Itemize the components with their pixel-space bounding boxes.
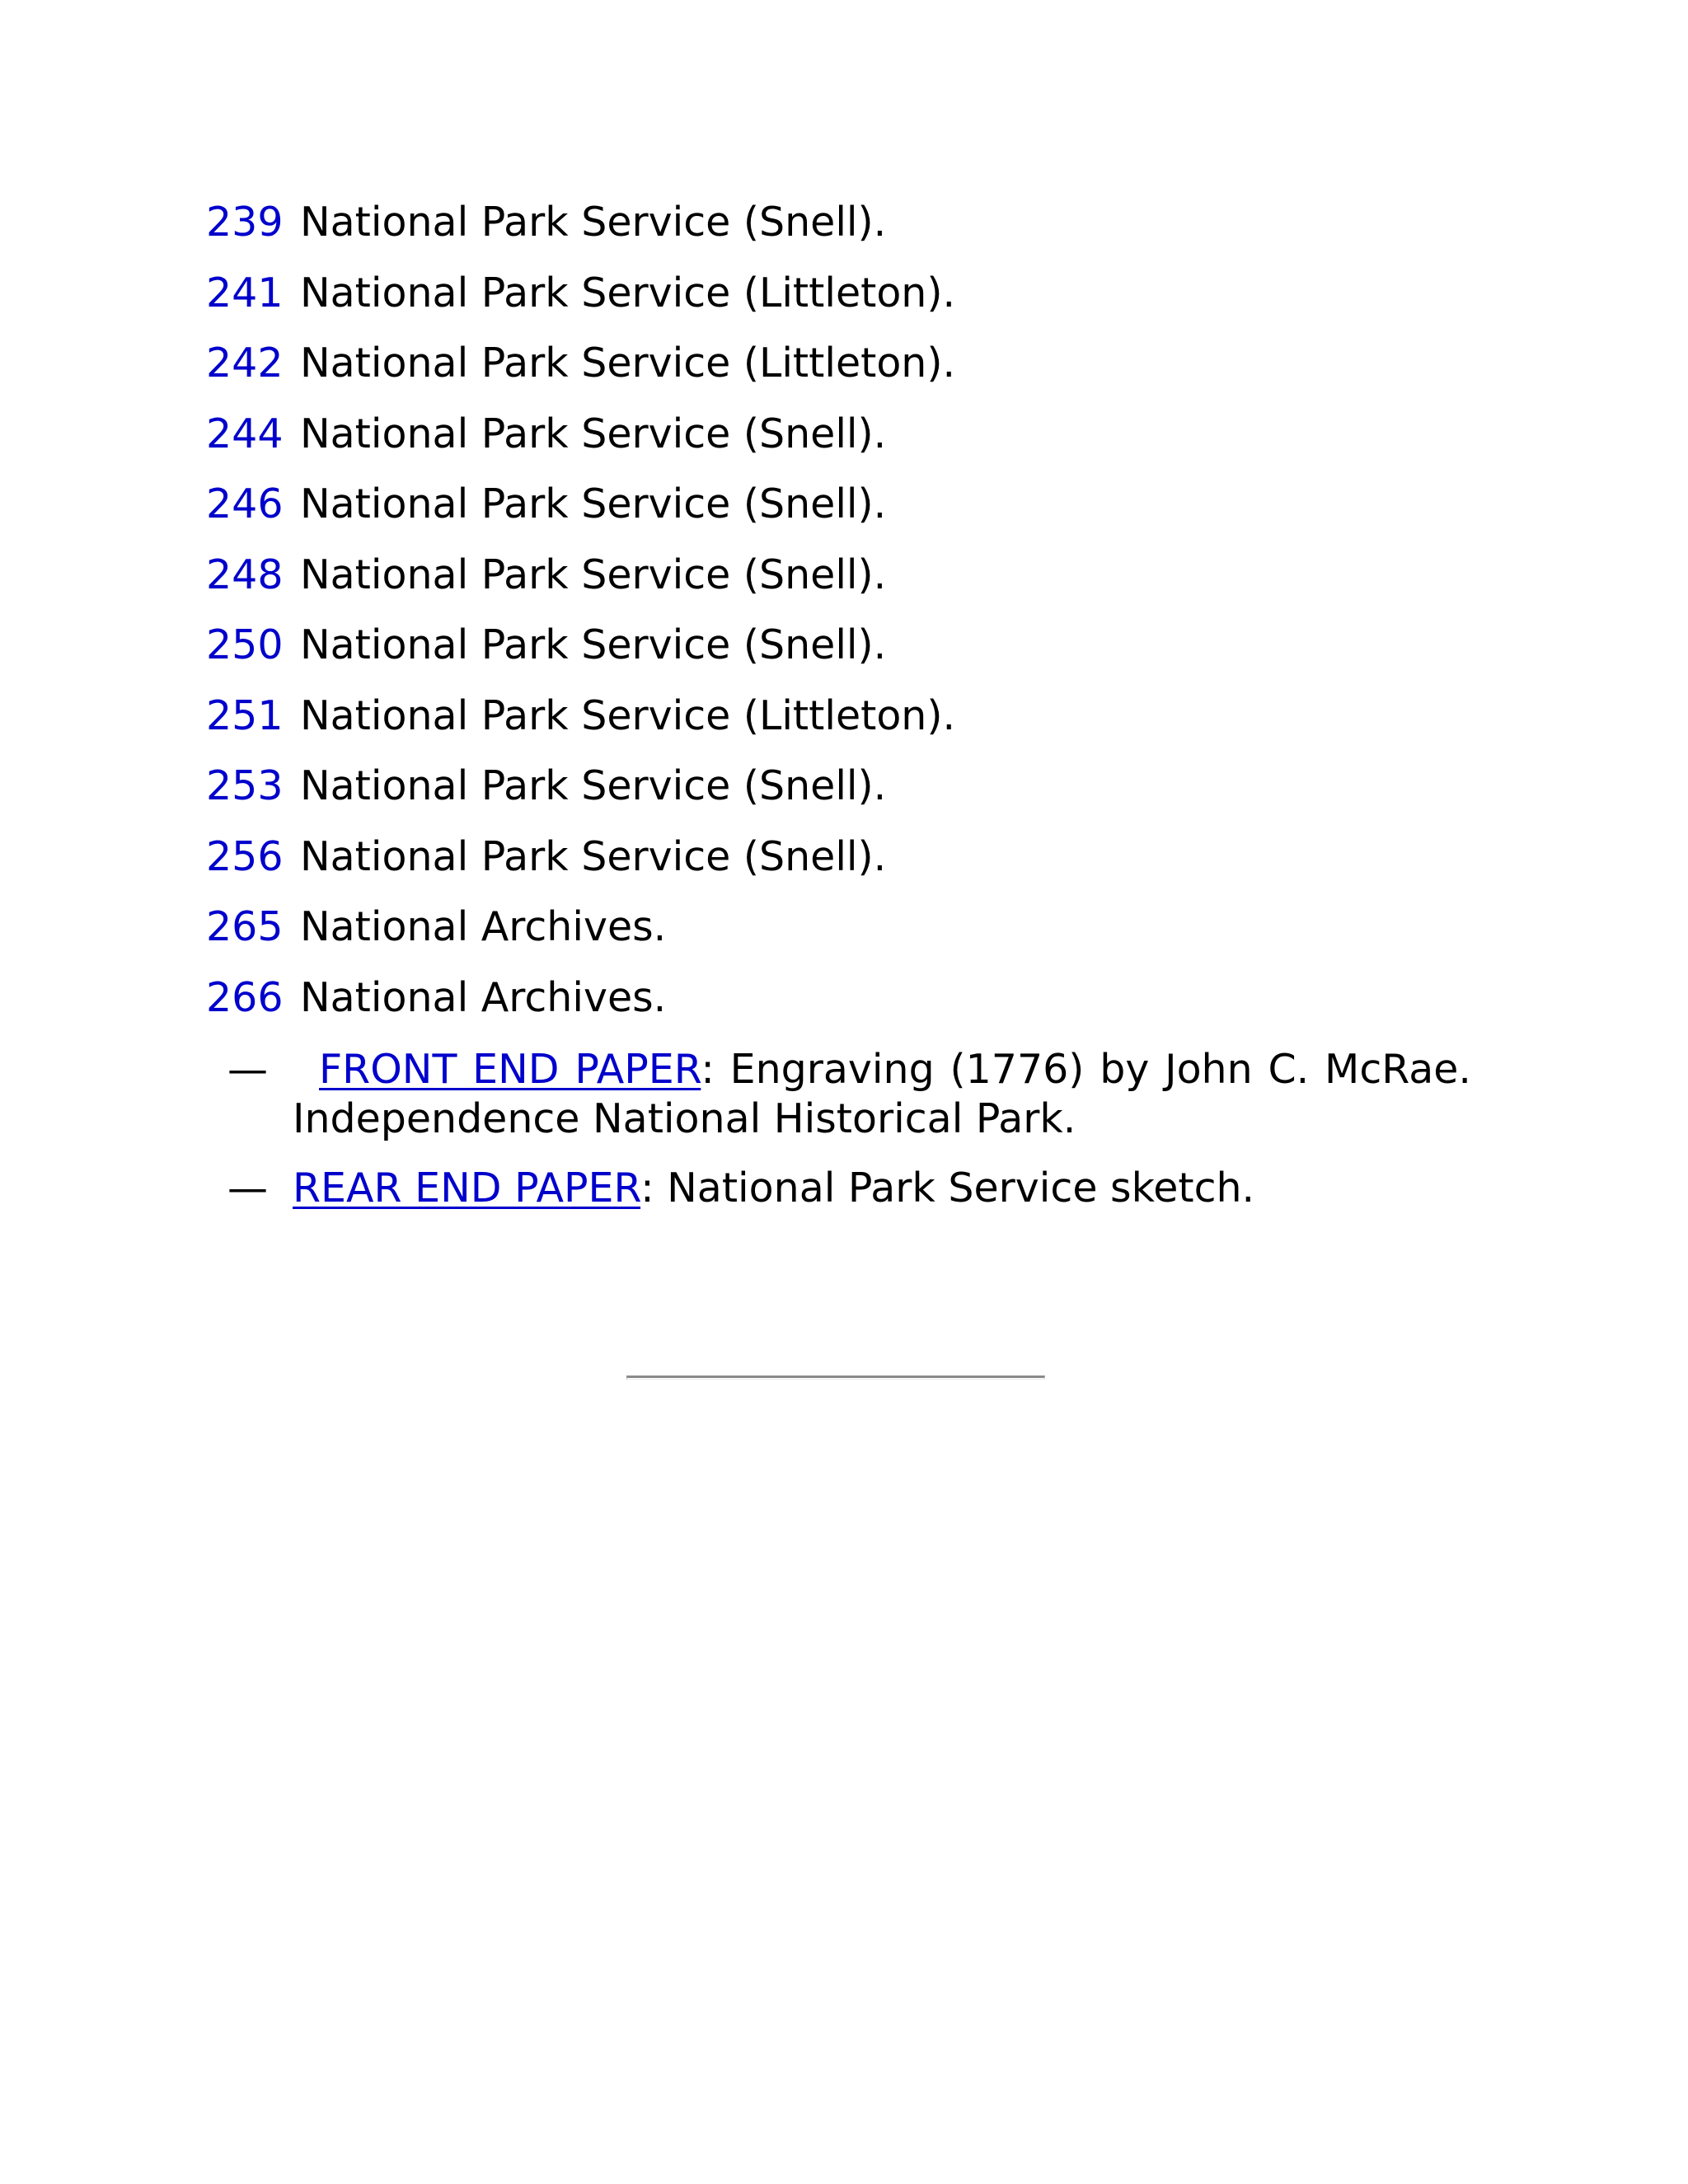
credit-text: National Park Service (Snell).: [300, 762, 887, 809]
credit-row: [206, 410, 1475, 480]
credit-row: [206, 902, 1475, 973]
credit-row: [206, 198, 1475, 269]
front-end-paper-link[interactable]: FRONT END PAPER: [319, 1046, 701, 1093]
credit-text: National Park Service (Snell).: [300, 551, 887, 598]
page-link-241[interactable]: 241: [206, 269, 284, 316]
horizontal-rule: [626, 1376, 1045, 1380]
page-link-253[interactable]: 253: [206, 762, 284, 809]
page-link-265[interactable]: 265: [206, 903, 284, 950]
credit-text: National Archives.: [300, 903, 667, 950]
illustration-credits-list: [206, 198, 1475, 1213]
page-link-244[interactable]: 244: [206, 410, 284, 457]
credit-text: National Park Service (Snell).: [300, 832, 887, 880]
credit-row: [206, 973, 1475, 1044]
credit-text: National Archives.: [300, 973, 667, 1021]
credit-text: National Park Service (Snell).: [300, 199, 887, 246]
credit-row: [206, 762, 1475, 832]
page-link-256[interactable]: 256: [206, 832, 284, 880]
credit-text: National Park Service (Littleton).: [300, 340, 956, 387]
page-link-250[interactable]: 250: [206, 621, 284, 668]
page-link-242[interactable]: 242: [206, 340, 284, 387]
credit-row: [206, 269, 1475, 340]
front-end-paper-credit: [206, 1045, 1475, 1144]
em-dash: —: [227, 1046, 268, 1093]
front-end-paper-text: : Engraving (1776) by John C. McRae. Independence National Historical Park.: [293, 1046, 1471, 1142]
page-link-239[interactable]: 239: [206, 199, 284, 246]
rear-end-paper-credit: [206, 1164, 1475, 1213]
credit-row: [206, 339, 1475, 410]
credit-text: National Park Service (Littleton).: [300, 691, 956, 739]
page-link-248[interactable]: 248: [206, 551, 284, 598]
credit-text: National Park Service (Littleton).: [300, 269, 956, 316]
rear-end-paper-body: [293, 1164, 1471, 1213]
credit-row: [206, 691, 1475, 762]
em-dash: —: [227, 1165, 268, 1212]
credit-row: [206, 480, 1475, 551]
credit-text: National Park Service (Snell).: [300, 480, 887, 527]
rear-end-paper-text: : National Park Service sketch.: [640, 1165, 1255, 1212]
page-link-251[interactable]: 251: [206, 691, 284, 739]
credit-text: National Park Service (Snell).: [300, 410, 887, 457]
credit-text: National Park Service (Snell).: [300, 621, 887, 668]
page-link-266[interactable]: 266: [206, 973, 284, 1021]
page-link-246[interactable]: 246: [206, 480, 284, 527]
rear-end-paper-link[interactable]: REAR END PAPER: [293, 1165, 641, 1212]
credit-row: [206, 551, 1475, 621]
front-end-paper-body: [293, 1045, 1471, 1144]
credit-row: [206, 621, 1475, 691]
credit-row: [206, 832, 1475, 903]
